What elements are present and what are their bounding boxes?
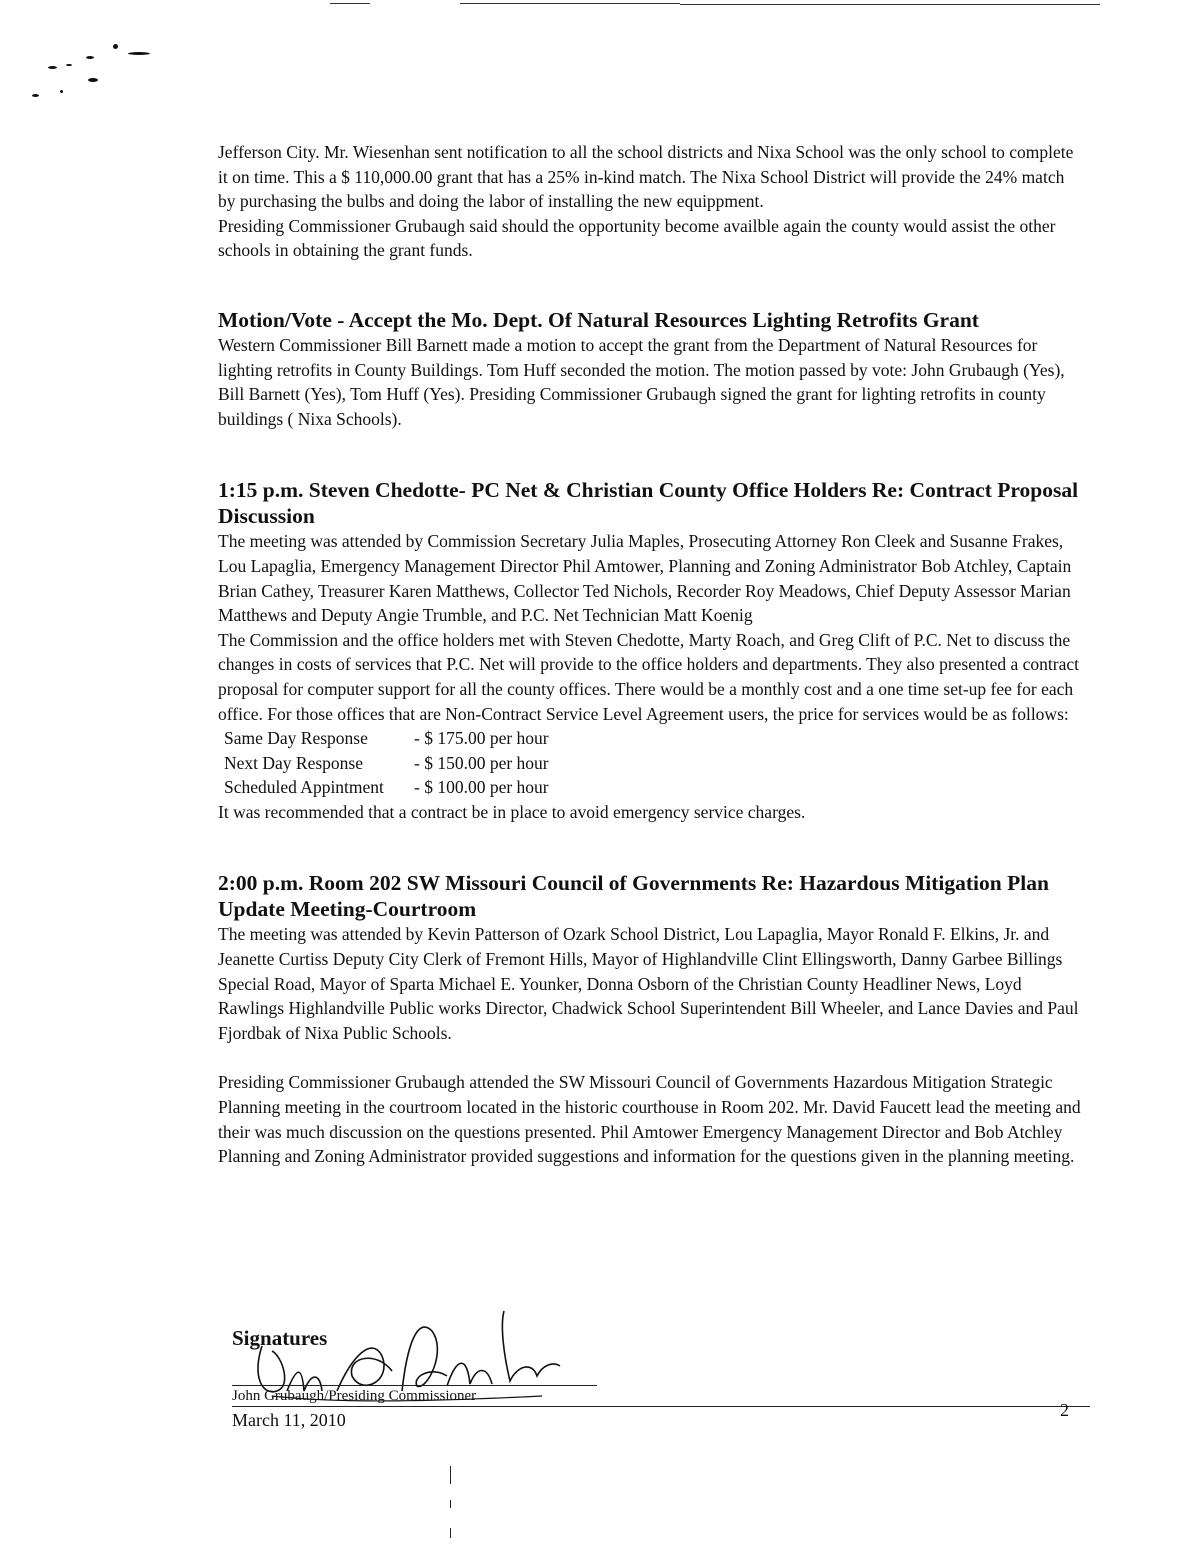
page-footer-rule	[232, 1406, 1090, 1407]
document-body	[218, 140, 1083, 1169]
signer-caption: John Grubaugh/Presiding Commissioner	[232, 1388, 477, 1404]
page-number: 2	[1060, 1400, 1069, 1420]
scan-specks	[28, 38, 168, 108]
section-heading: 1:15 p.m. Steven Chedotte- PC Net & Christian County Office Holders Re: Contract Proposal Discussion	[218, 478, 1079, 529]
signature-line	[232, 1385, 597, 1386]
scan-artifact-bottom	[450, 1500, 451, 1508]
discussion-paragraph: The Commission and the office holders met with Steven Chedotte, Marty Roach, and Greg Clift of P.C. Net to discuss the changes in costs of services that P.C. Net will provide to the office holders and departments. They also presented a contract proposal for computer support for all the county offices. There would be a monthly cost and a one time set-up fee for each office. For those offices that are Non-Contract Service Level Agreement users, the price for services would be as follows:	[218, 629, 1079, 724]
meeting-summary-paragraph: Presiding Commissioner Grubaugh attended the SW Missouri Council of Governments Hazardous Mitigation Strategic Planning meeting in the courtroom located in the historic courthouse in Room 202. Mr. David Faucett lead the meeting and their was much discussion on the questions presented. Phil Amtower Emergency Management Director and Bob Atchley Planning and Zoning Administrator provided suggestions and information for the questions given in the planning meeting.	[218, 1072, 1081, 1167]
scan-artifact-bottom	[450, 1528, 451, 1538]
rates-list	[224, 726, 1083, 800]
section-heading: 2:00 p.m. Room 202 SW Missouri Council of Governments Re: Hazardous Mitigation Plan Update Meeting-Courtroom	[218, 871, 1049, 922]
intro-paragraph-2: Presiding Commissioner Grubaugh said should the opportunity become availble again the county would assist the other schools in obtaining the grant funds.	[218, 215, 1056, 261]
intro-paragraph-1: Jefferson City. Mr. Wiesenhan sent notification to all the school districts and Nixa School was the only school to complete it on time. This a $ 110,000.00 grant that has a 25% in-kind match. The Nixa School District will provide the 24% match by purchasing the bulbs and doing the labor of installing the new equippment.	[218, 142, 1074, 212]
section-heading: Motion/Vote - Accept the Mo. Dept. Of Natural Resources Lighting Retrofits Grant	[218, 307, 979, 332]
rate-price: - $ 150.00 per hour	[414, 752, 549, 773]
signatures-title: Signatures	[232, 1326, 328, 1350]
attendees-paragraph: The meeting was attended by Commission Secretary Julia Maples, Prosecuting Attorney Ron Cleek and Susanne Frakes, Lou Lapaglia, Emergency Management Director Phil Amtower, Planning and Zoning Administrator Bob Atchley, Captain Brian Cathey, Treasurer Karen Matthews, Collector Ted Nichols, Recorder Roy Meadows, Chief Deputy Assessor Marian Matthews and Deputy Angie Trumble, and P.C. Net Technician Matt Koenig	[218, 531, 1072, 626]
signature-block	[232, 1326, 1092, 1446]
signature-date: March 11, 2010	[232, 1410, 346, 1430]
section-motion-vote	[218, 307, 1083, 431]
recommendation-paragraph: It was recommended that a contract be in place to avoid emergency service charges.	[218, 801, 806, 822]
section-pc-net	[218, 477, 1083, 824]
rate-label: Next Day Response	[224, 752, 364, 773]
scan-artifact-top	[330, 3, 1100, 5]
scan-artifact-bottom	[450, 1466, 451, 1484]
rate-price: - $ 100.00 per hour	[414, 777, 549, 798]
rate-price: - $ 175.00 per hour	[414, 728, 549, 749]
rate-label: Scheduled Appintment	[224, 777, 384, 798]
section-council-governments	[218, 870, 1083, 1168]
section-body: Western Commissioner Bill Barnett made a motion to accept the grant from the Department of Natural Resources for lighting retrofits in County Buildings. Tom Huff seconded the motion. The motion passed by vote: John Grubaugh (Yes), Bill Barnett (Yes), Tom Huff (Yes). Presiding Commissioner Grubaugh signed the grant for lighting retrofits in county buildings ( Nixa Schools).	[218, 334, 1065, 429]
rate-label: Same Day Response	[224, 728, 368, 749]
attendees-paragraph: The meeting was attended by Kevin Patterson of Ozark School District, Lou Lapaglia, Mayor Ronald F. Elkins, Jr. and Jeanette Curtiss Deputy City Clerk of Fremont Hills, Mayor of Highlandville Clint Ellingsworth, Danny Garbee Billings Special Road, Mayor of Sparta Michael E. Younker, Donna Osborn of the Christian County Headliner News, Loyd Rawlings Highlandville Public works Director, Chadwick School Superintendent Bill Wheeler, and Lance Davies and Paul Fjordbak of Nixa Public Schools.	[218, 924, 1079, 1043]
